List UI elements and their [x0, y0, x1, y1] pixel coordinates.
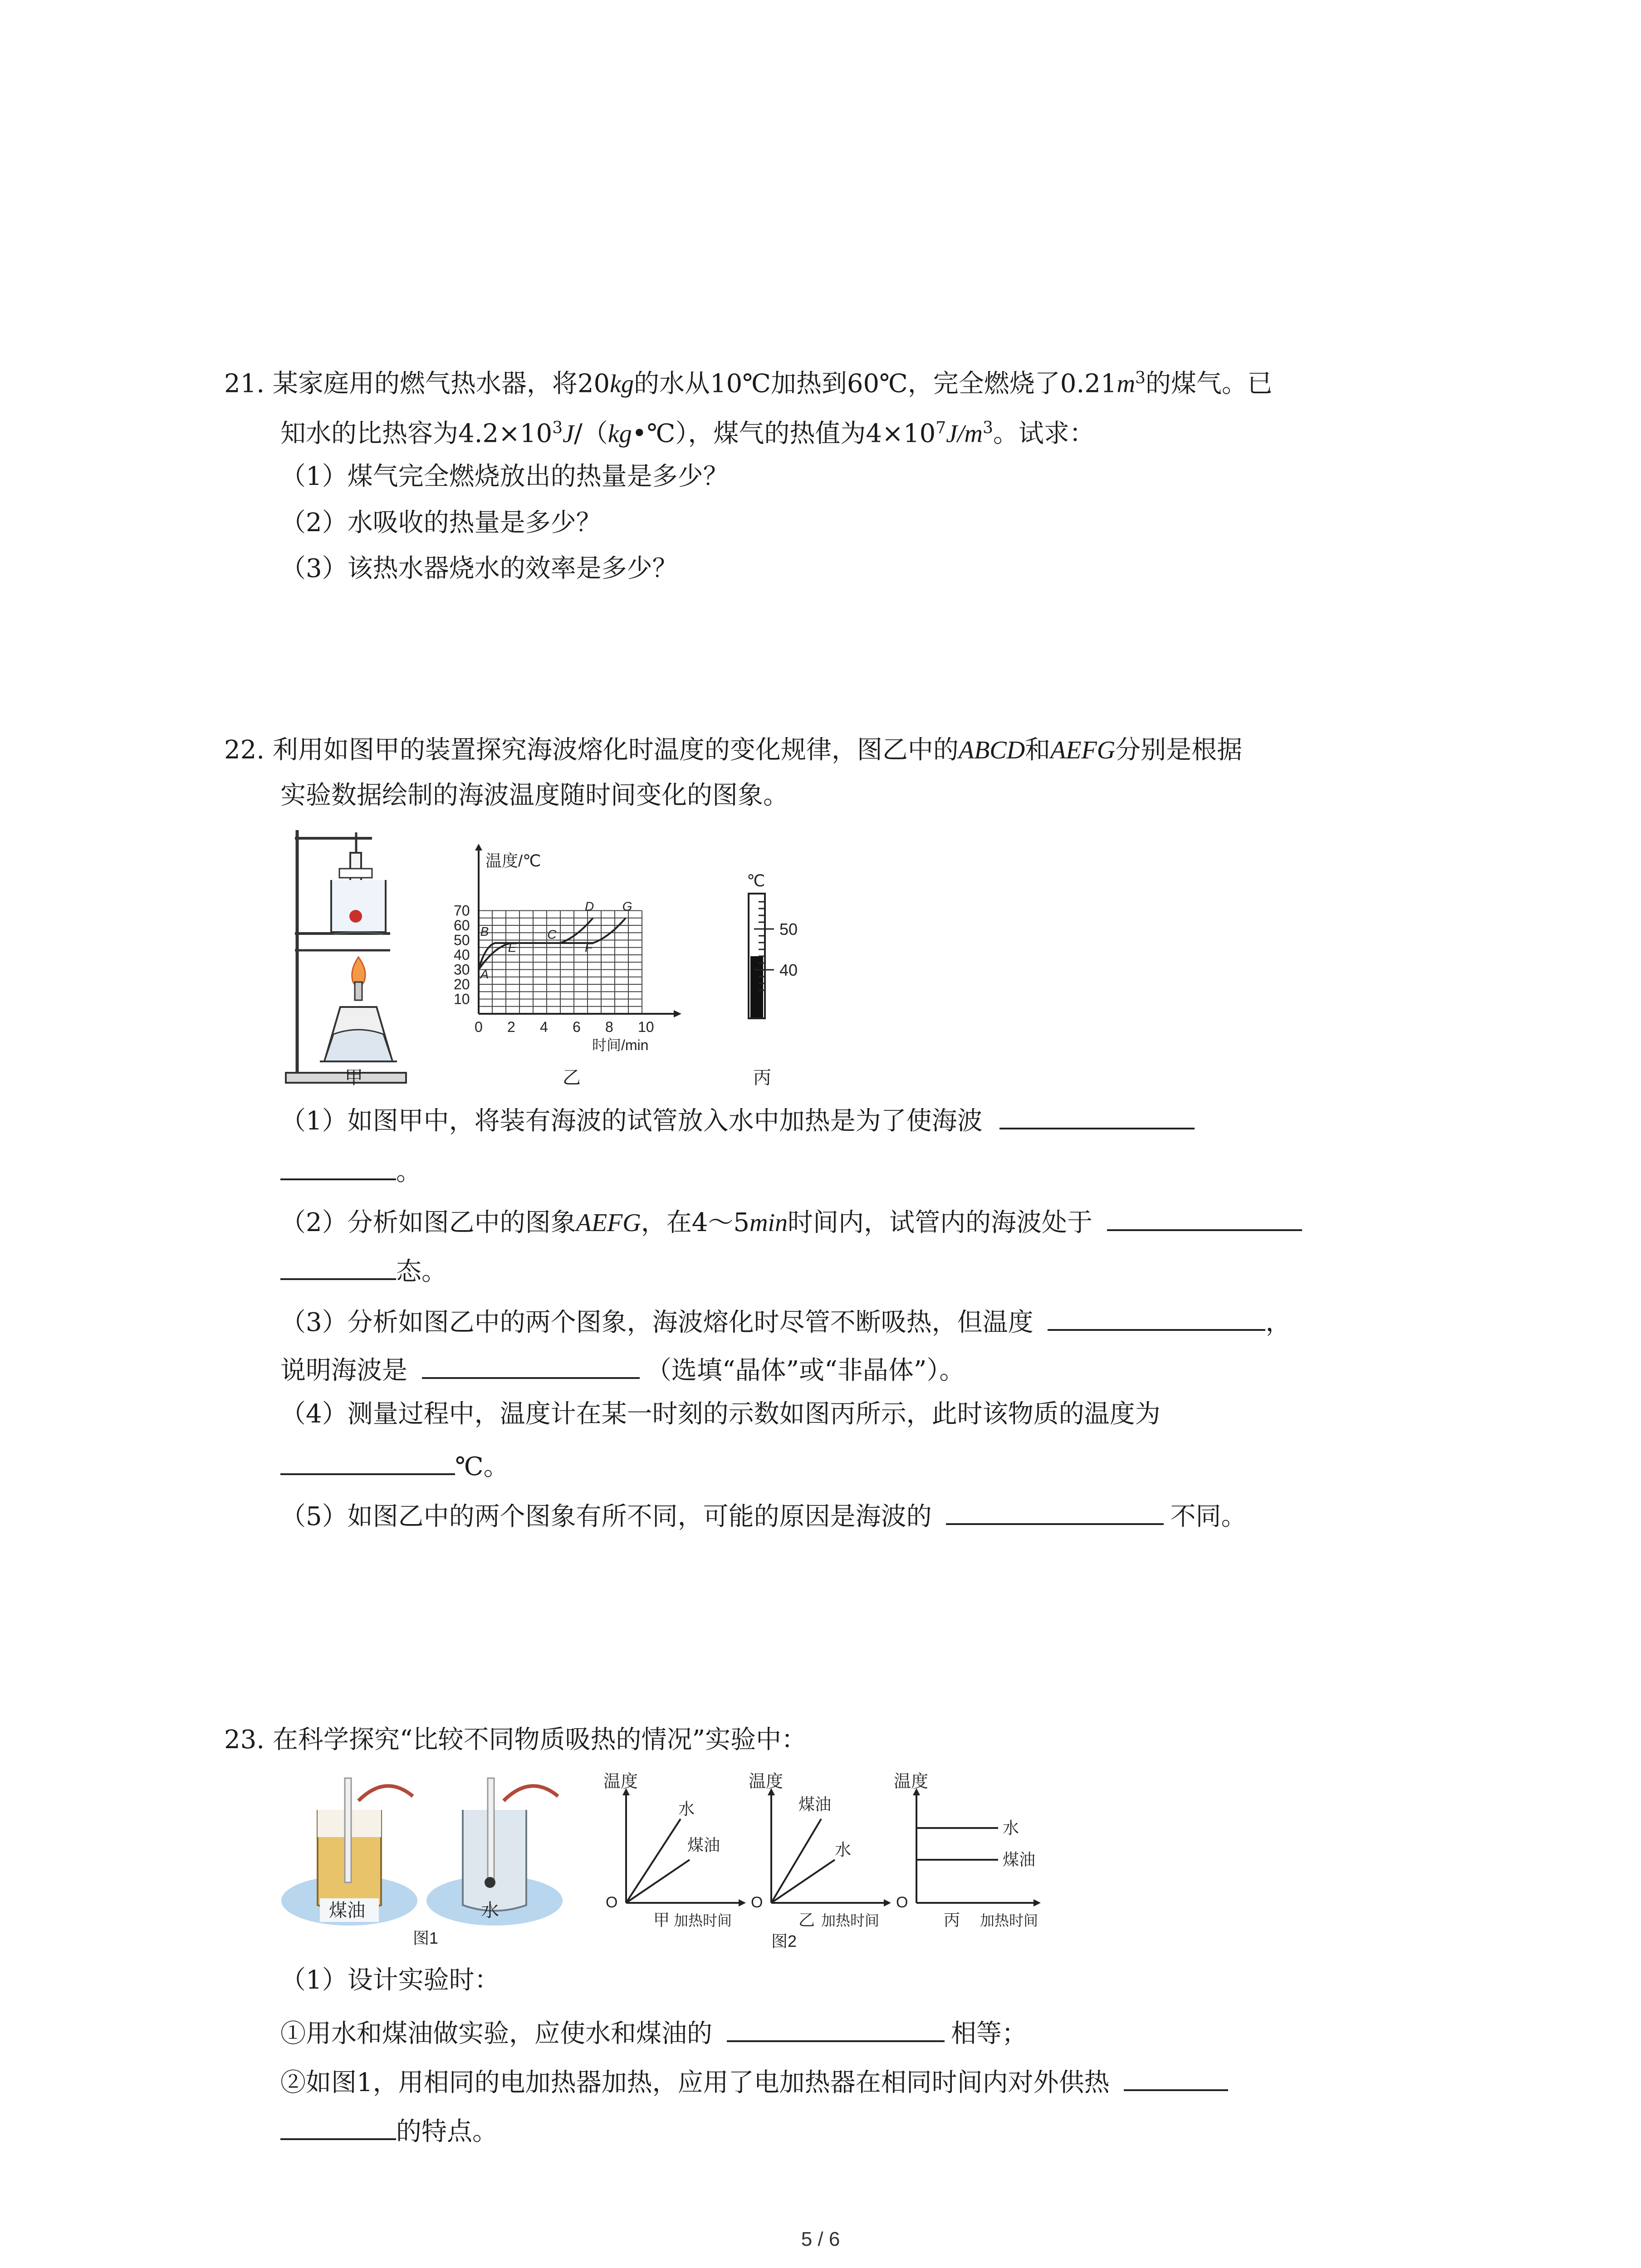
answer-blank-s4[interactable] [280, 1447, 455, 1475]
answer-blank-q23-s1b-cont[interactable] [280, 2112, 396, 2140]
fig1-caption: 图1 [413, 1929, 439, 1947]
q21-line1: 21. 某家庭用的燃气热水器，将20kg的水从10℃加热到60℃，完全燃烧了$0.21m^3$的煤气。已 [224, 369, 1273, 399]
q22-s4-cont: ℃。 [280, 1447, 509, 1483]
svg-text:加热时间: 加热时间 [980, 1912, 1038, 1929]
graph-yi-point-F: F [585, 940, 593, 955]
fig1-water-label: 水 [481, 1901, 499, 1921]
fig2-caption: 图2 [771, 1932, 797, 1950]
q23-line1: 23. 在科学探究“比较不同物质吸热的情况”实验中： [224, 1725, 807, 1755]
graph-yi-ytick: 70 [454, 902, 470, 919]
fig1-beakers [281, 1769, 572, 1950]
svg-text:O: O [751, 1894, 763, 1911]
q22-s4: （4）测量过程中，温度计在某一时刻的示数如图丙所示，此时该物质的温度为 [280, 1399, 1161, 1429]
graph-yi-point-A: A [480, 967, 489, 981]
graph-yi-point-B: B [480, 924, 489, 938]
fig2-graph-jia [603, 1772, 746, 1929]
q21-sub1: （1）煤气完全燃烧放出的热量是多少？ [280, 462, 729, 491]
q21-sub2: （2）水吸收的热量是多少？ [280, 508, 602, 538]
fig2-jia-water-line [626, 1819, 681, 1903]
svg-text:水: 水 [678, 1799, 695, 1818]
graph-yi-point-G: G [622, 899, 632, 914]
q21-line2: 知水的比热容为$4.2\times 10^3J/(kg•℃)$，煤气的热值为$4\times 10^7J/m^3$。试求： [280, 419, 1095, 449]
graph-yi-point-C: C [547, 927, 557, 942]
answer-blank-s1[interactable] [999, 1101, 1195, 1129]
fig-label-jia: 甲 [345, 1068, 363, 1088]
fig1-kerosene-label: 煤油 [329, 1901, 365, 1921]
q22-s3-cont: 说明海波是 （选填“晶体”或“非晶体”）。 [280, 1351, 965, 1387]
svg-text:温度: 温度 [603, 1772, 638, 1791]
svg-text:加热时间: 加热时间 [821, 1912, 880, 1929]
thermo-unit: ℃ [747, 871, 765, 890]
thermo-liquid [750, 956, 763, 1017]
q23-s1: （1）设计实验时： [280, 1965, 500, 1995]
answer-blank-s2[interactable] [1107, 1203, 1302, 1231]
graph-yi-ytick: 40 [454, 947, 470, 963]
fig2-yi-kerosene-line [771, 1819, 821, 1903]
q23-s1a: ①用水和煤油做实验，应使水和煤油的 相等； [280, 2014, 1027, 2050]
answer-blank-q23-s1b[interactable] [1124, 2063, 1228, 2091]
apparatus-figure-jia [281, 826, 413, 1098]
graph-yi [449, 844, 685, 1057]
graph-yi-xlabel: 时间/min [592, 1037, 649, 1053]
svg-text:乙: 乙 [798, 1911, 815, 1929]
answer-blank-s2-cont[interactable] [280, 1252, 396, 1280]
svg-text:煤油: 煤油 [1003, 1850, 1036, 1869]
fig2-graph-bing [894, 1772, 1041, 1929]
svg-text:温度: 温度 [894, 1772, 929, 1791]
graph-yi-xtick: 4 [540, 1019, 548, 1035]
fig-label-yi: 乙 [563, 1068, 581, 1088]
fig2-graph-yi [749, 1772, 891, 1929]
graph-yi-xtick: 10 [638, 1019, 654, 1035]
q22-s3: （3）分析如图乙中的两个图象，海波熔化时尽管不断吸热，但温度 ， [280, 1303, 1291, 1339]
svg-text:O: O [606, 1894, 618, 1911]
svg-text:甲: 甲 [653, 1911, 670, 1929]
fig2-jia-kerosene-line [626, 1860, 690, 1903]
answer-blank-s1-cont[interactable] [280, 1152, 396, 1180]
q22-s2-cont: 态。 [280, 1252, 447, 1288]
answer-blank-s5[interactable] [946, 1497, 1164, 1525]
answer-blank-q23-s1a[interactable] [727, 2014, 945, 2042]
thermo-label-50: 50 [779, 920, 798, 938]
svg-text:温度: 温度 [749, 1772, 784, 1791]
answer-blank-s3a[interactable] [1048, 1303, 1265, 1331]
svg-text:煤油: 煤油 [798, 1795, 832, 1813]
page-number: 5 / 6 [801, 2228, 840, 2250]
graph-yi-xtick: 8 [605, 1019, 613, 1035]
svg-text:丙: 丙 [944, 1911, 960, 1929]
svg-text:水: 水 [835, 1840, 852, 1859]
q22-line2: 实验数据绘制的海波温度随时间变化的图象。 [280, 781, 789, 810]
q22-s1: （1）如图甲中，将装有海波的试管放入水中加热是为了使海波 [280, 1101, 1195, 1138]
svg-text:水: 水 [1003, 1818, 1019, 1837]
graph-yi-xtick: 0 [475, 1019, 483, 1035]
q23-number: 23. [224, 1725, 265, 1755]
q22-number: 22. [224, 735, 265, 765]
answer-blank-s3b[interactable] [422, 1351, 640, 1379]
q21-sub3: （3）该热水器烧水的效率是多少？ [280, 554, 678, 583]
q23-s1b-cont: 的特点。 [280, 2112, 498, 2148]
graph-yi-ytick: 20 [454, 976, 470, 992]
fig2-yi-water-line [771, 1860, 835, 1903]
svg-text:加热时间: 加热时间 [674, 1912, 732, 1929]
q22-s5: （5）如图乙中的两个图象有所不同，可能的原因是海波的 不同。 [280, 1497, 1246, 1533]
q23-s1b: ②如图1，用相同的电加热器加热，应用了电加热器在相同时间内对外供热 [280, 2063, 1228, 2099]
q22-s1-cont: 。 [280, 1152, 421, 1188]
q22-line1: 22. 利用如图甲的装置探究海波熔化时温度的变化规律，图乙中的ABCD和AEFG分别是根据 [224, 735, 1243, 765]
graph-yi-point-D: D [585, 899, 594, 914]
fig2-graphs [599, 1769, 1062, 1950]
svg-text:煤油: 煤油 [687, 1836, 720, 1854]
graph-yi-ylabel: 温度/℃ [485, 851, 541, 870]
graph-yi-ytick: 50 [454, 932, 470, 948]
graph-yi-xtick: 2 [507, 1019, 515, 1035]
thermometer-bing [730, 871, 821, 1025]
graph-yi-ytick: 30 [454, 961, 470, 978]
q22-s2: （2）分析如图乙中的图象AEFG，在4～5min时间内，试管内的海波处于 [280, 1203, 1302, 1239]
thermo-label-40: 40 [779, 961, 798, 979]
graph-yi-ytick: 10 [454, 991, 470, 1007]
graph-yi-xtick: 6 [573, 1019, 581, 1035]
q21-number: 21. [224, 369, 265, 399]
svg-text:O: O [896, 1894, 908, 1911]
fig-label-bing: 丙 [753, 1068, 771, 1088]
graph-yi-point-E: E [508, 940, 517, 955]
graph-yi-ytick: 60 [454, 917, 470, 934]
